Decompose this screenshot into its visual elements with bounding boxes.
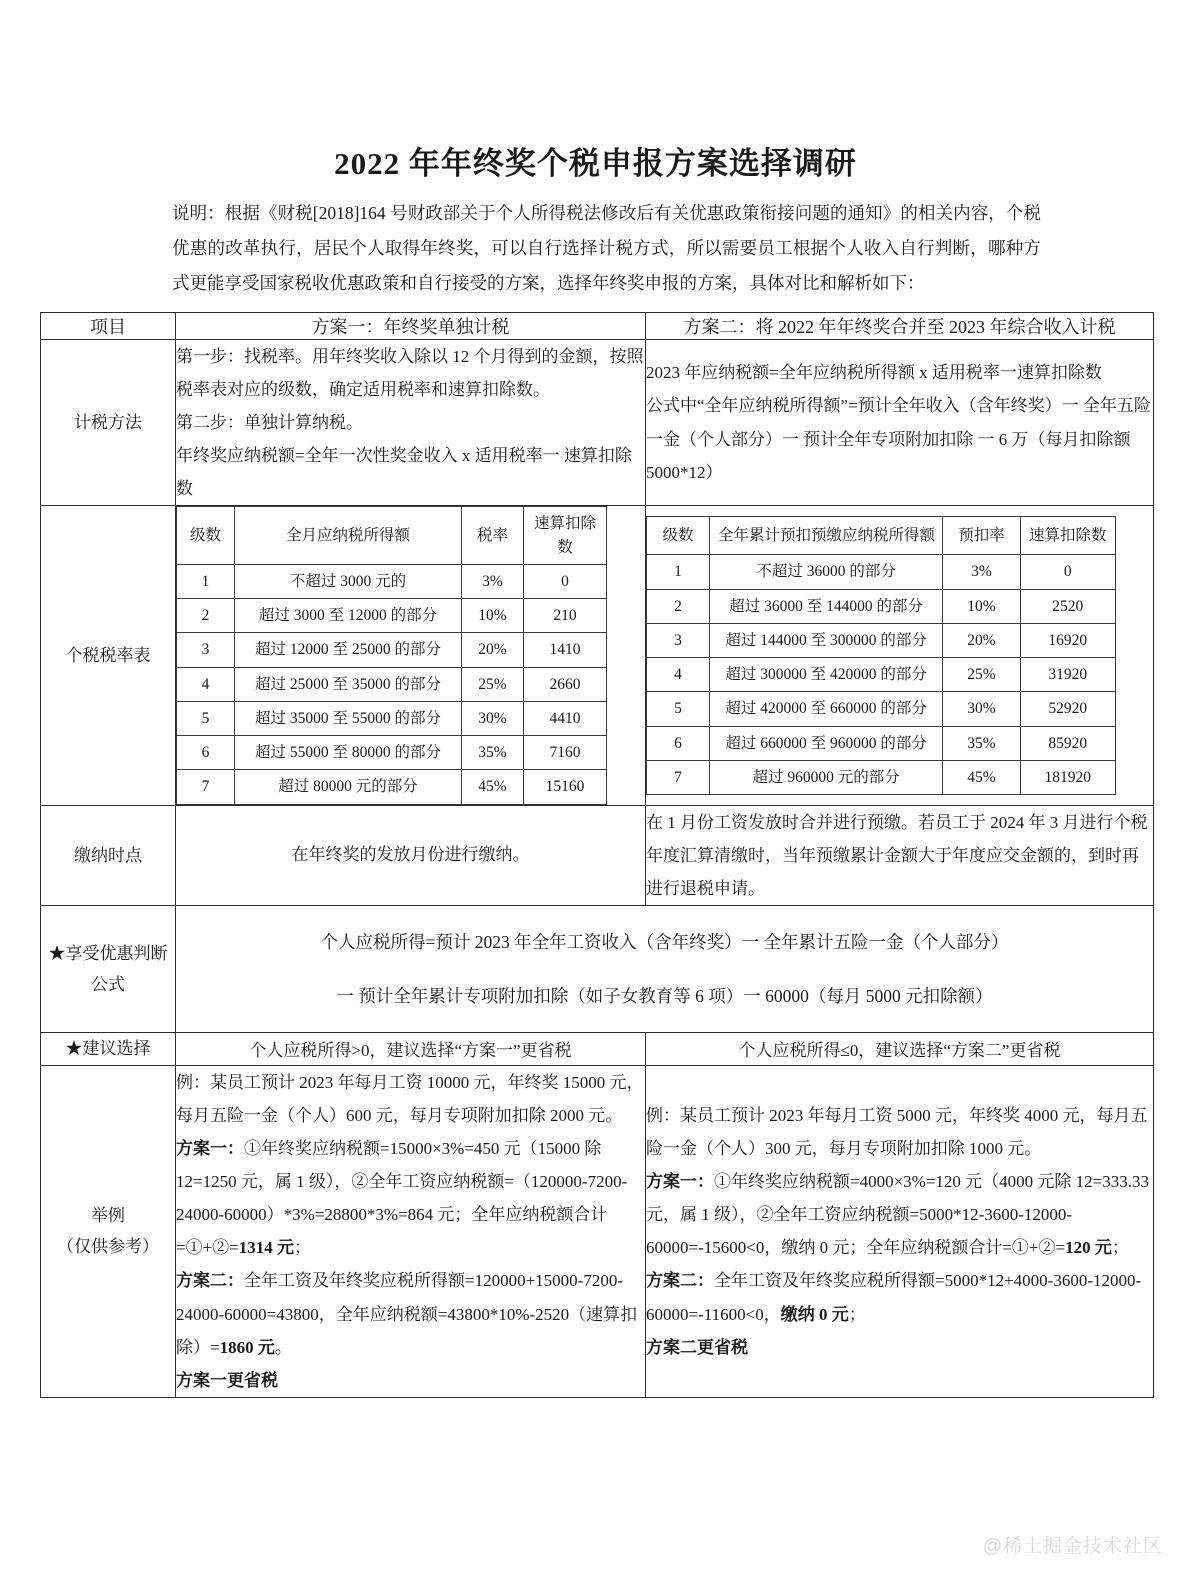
col-header-level: 级数 [647,517,710,555]
cell-level: 3 [647,623,710,657]
page-title: 2022 年年终奖个税申报方案选择调研 [334,146,857,181]
tax-method-plan-a [176,339,646,506]
row-label-example-line-2: （仅供参考） [57,1237,159,1257]
cell-level: 4 [647,658,710,692]
col-header-rate: 预扣率 [943,517,1020,555]
row-example [41,1065,1154,1397]
example-block: 例：某员工预计 2023 年每月工资 5000 元，年终奖 4000 元，每月五险一金（个人）300 元，每月专项附加扣除 1000 元。 [646,1105,1148,1158]
example-block [176,1364,645,1397]
cell-rate: 45% [462,770,524,804]
cell-amount: 超过 80000 元的部分 [235,770,462,804]
table-row [177,633,607,667]
tax-method-plan-a-line-1: 第一步：找税率。用年终奖收入除以 12 个月得到的金额，按照税率表对应的级数，确定适用税率和速算扣除数。 [176,346,644,399]
cell-level: 5 [647,692,710,726]
table-row [647,760,1116,794]
row-label-example [41,1065,176,1397]
cell-amount: 超过 300000 至 420000 的部分 [709,658,942,692]
table-row [647,623,1116,657]
cell-rate: 10% [943,589,1020,623]
cell-deduction: 85920 [1020,726,1115,760]
payment-time-plan-b: 在 1 月份工资发放时合并进行预缴。若员工于 2024 年 3 月进行个税年度汇算清缴时，当年预缴累计金额大于年度应交金额的，到时再进行退税申请。 [646,805,1154,905]
cell-amount: 不超过 3000 元的 [235,564,462,598]
cell-amount: 超过 36000 至 144000 的部分 [709,589,942,623]
table-row [647,726,1116,760]
table-row [647,555,1116,589]
table-row [647,692,1116,726]
tax-method-plan-b-line-2: 公式中“全年应纳税所得额”=预计全年收入（含年终奖）一 全年五险一金（个人部分）一 预计全年专项附加扣除 一 6 万（每月扣除额 5000*12） [646,396,1151,482]
col-header-amount: 全年累计预扣预缴应纳税所得额 [709,517,942,555]
cell-rate: 20% [462,633,524,667]
example-plan-label: 方案二： [646,1271,714,1291]
cell-amount: 超过 144000 至 300000 的部分 [709,623,942,657]
table-row [177,564,607,598]
cell-amount: 超过 55000 至 80000 的部分 [235,736,462,770]
cell-level: 1 [647,555,710,589]
col-header-amount: 全月应纳税所得额 [235,507,462,565]
cell-deduction: 181920 [1020,760,1115,794]
cell-level: 1 [177,564,235,598]
row-label-advice: ★建议选择 [41,1033,176,1065]
cell-deduction: 2660 [524,667,607,701]
table-row [177,701,607,735]
cell-rate: 3% [462,564,524,598]
example-result-value: 缴纳 0 元 [780,1304,849,1324]
intro-paragraph: 说明：根据《财税[2018]164 号财政部关于个人所得税法修改后有关优惠政策衔接问题的通知》的相关内容，个税优惠的改革执行，居民个人取得年终奖，可以自行选择计税方式，所以需要员工根据个人收入自行判断，哪种方式更能享受国家税收优惠政策和自行接受的方案，选择年终奖申报的方案，具体对比和解析如下： [172,202,1041,293]
example-block: 方案一：①年终奖应纳税额=4000×3%=120 元（4000 元除 12=333.33 元，属 1 级），②全年工资应纳税额=5000*12-3600-12000-60000=-15600<0，缴纳 0 元；全年应纳税额合计=①+②=120 元； [646,1171,1150,1258]
cell-deduction: 1410 [524,633,607,667]
advice-plan-b: 个人应税所得≤0，建议选择“方案二”更省税 [646,1033,1154,1065]
payment-time-plan-a: 在年终奖的发放月份进行缴纳。 [176,805,646,905]
cell-amount: 超过 12000 至 25000 的部分 [235,633,462,667]
row-label-payment-time: 缴纳时点 [41,805,176,905]
header-plan-b: 方案二：将 2022 年年终奖合并至 2023 年综合收入计税 [646,312,1154,339]
cell-deduction: 16920 [1020,623,1115,657]
cell-deduction: 2520 [1020,589,1115,623]
cell-rate: 35% [462,736,524,770]
watermark: @稀土掘金技术社区 [982,1536,1163,1557]
benefit-formula-content [176,906,1154,1033]
rate-table-right-cell [646,506,1154,805]
example-conclusion: 方案一更省税 [176,1370,278,1390]
cell-level: 2 [177,599,235,633]
cell-amount: 超过 3000 至 12000 的部分 [235,599,462,633]
advice-plan-a: 个人应税所得>0，建议选择“方案一”更省税 [176,1033,646,1065]
rate-table-left-cell [176,506,646,805]
cell-deduction: 15160 [524,770,607,804]
example-plan-label: 方案二： [176,1271,244,1291]
row-advice [41,1033,1154,1065]
col-header-rate: 税率 [462,507,524,565]
cell-deduction: 52920 [1020,692,1115,726]
cell-level: 7 [177,770,235,804]
cell-rate: 20% [943,623,1020,657]
example-plan-a [176,1065,646,1397]
cell-amount: 超过 660000 至 960000 的部分 [709,726,942,760]
example-plan-label: 方案一： [646,1171,714,1191]
table-row [177,599,607,633]
table-row [177,667,607,701]
header-label: 项目 [41,312,176,339]
cell-rate: 45% [943,760,1020,794]
cell-rate: 30% [462,701,524,735]
example-conclusion: 方案二更省税 [646,1337,748,1357]
row-label-example-line-1: 举例 [91,1205,125,1225]
comparison-table [40,312,1154,1398]
cell-amount: 超过 960000 元的部分 [709,760,942,794]
example-block: 方案二：全年工资及年终奖应税所得额=120000+15000-7200-24000-60000=43800，全年应纳税额=43800*10%-2520（速算扣除）=1860 元。 [176,1271,638,1357]
example-plan-b [646,1065,1154,1397]
row-payment-time [41,805,1154,905]
cell-level: 6 [647,726,710,760]
row-label-rate-table: 个税税率表 [41,506,176,805]
row-benefit-formula [41,906,1154,1033]
cell-deduction: 0 [1020,555,1115,589]
cell-level: 6 [177,736,235,770]
tax-method-plan-b [646,339,1154,506]
tax-method-plan-a-line-2: 第二步：单独计算纳税。 [176,413,363,433]
benefit-formula-line-1: 个人应税所得=预计 2023 年全年工资收入（含年终奖）一 全年累计五险一金（个人部分） [320,931,1009,952]
example-block [646,1331,1153,1364]
cell-level: 4 [177,667,235,701]
example-block: 方案一：①年终奖应纳税额=15000×3%=450 元（15000 除 12=1250 元，属 1 级），②全年工资应纳税额=（120000-7200-24000-60000）*3%=28800*3%=864 元；全年应纳税额合计=①+②=1314 元； [176,1138,628,1258]
tax-method-plan-b-line-1: 2023 年应纳税额=全年应纳税所得额 x 适用税率一速算扣除数 [646,363,1102,383]
example-result-value: 1314 元 [238,1238,295,1258]
example-block: 方案二：全年工资及年终奖应税所得额=5000*12+4000-3600-12000-60000=-11600<0，缴纳 0 元； [646,1271,1142,1324]
cell-level: 2 [647,589,710,623]
cell-amount: 超过 35000 至 55000 的部分 [235,701,462,735]
table-row [647,658,1116,692]
row-label-benefit-formula: ★享受优惠判断公式 [41,906,176,1033]
cell-amount: 超过 25000 至 35000 的部分 [235,667,462,701]
row-label-tax-method: 计税方法 [41,339,176,506]
cell-rate: 25% [462,667,524,701]
table-row [177,736,607,770]
cell-rate: 3% [943,555,1020,589]
header-plan-a: 方案一：年终奖单独计税 [176,312,646,339]
example-block: 例：某员工预计 2023 年每月工资 10000 元，年终奖 15000 元，每月五险一金（个人）600 元，每月专项附加扣除 2000 元。 [176,1072,644,1125]
rate-table-header-row [647,517,1116,555]
cell-level: 7 [647,760,710,794]
cell-deduction: 0 [524,564,607,598]
cell-deduction: 210 [524,599,607,633]
cell-rate: 35% [943,726,1020,760]
example-result-value: 120 元 [1065,1238,1112,1258]
cell-amount: 不超过 36000 的部分 [709,555,942,589]
example-plan-label: 方案一： [176,1138,244,1158]
rate-table-monthly [176,506,607,804]
cell-deduction: 4410 [524,701,607,735]
col-header-level: 级数 [177,507,235,565]
tax-method-plan-a-line-3: 年终奖应纳税额=全年一次性奖金收入 x 适用税率一 速算扣除数 [176,446,632,499]
cell-level: 5 [177,701,235,735]
col-header-deduction: 速算扣除数 [1020,517,1115,555]
example-result-value: 1860 元 [219,1337,275,1357]
table-row [647,589,1116,623]
table-header-row [41,312,1154,339]
benefit-formula-line-2: 一 预计全年累计专项附加扣除（如子女教育等 6 项）一 60000（每月 5000 元扣除额） [336,985,993,1006]
cell-rate: 10% [462,599,524,633]
cell-deduction: 31920 [1020,658,1115,692]
col-header-deduction: 速算扣除数 [524,507,607,565]
cell-rate: 30% [943,692,1020,726]
cell-deduction: 7160 [524,736,607,770]
cell-amount: 超过 420000 至 660000 的部分 [709,692,942,726]
rate-table-header-row [177,507,607,565]
row-rate-tables [41,506,1154,805]
table-row [177,770,607,804]
row-tax-method [41,339,1154,506]
cell-level: 3 [177,633,235,667]
cell-rate: 25% [943,658,1020,692]
rate-table-annual [646,516,1116,795]
